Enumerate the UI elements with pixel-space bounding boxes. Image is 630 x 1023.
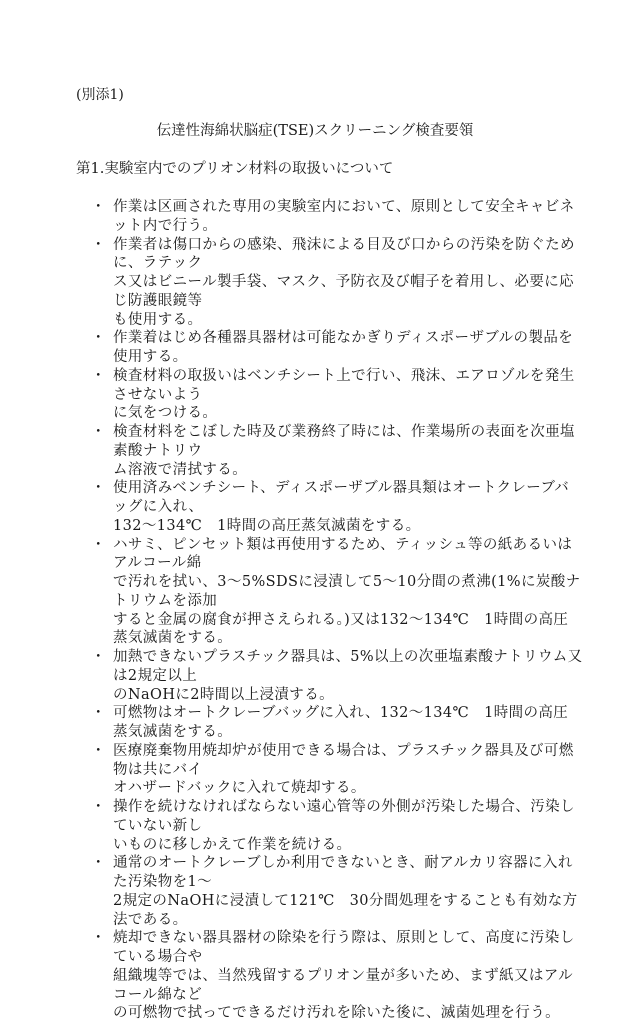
list-item-text-line: ス又はビニール製手袋、マスク、予防衣及び帽子を着用し、必要に応じ防護眼鏡等 <box>113 274 575 309</box>
list-item-text-line: 操作を続けなければならない遠心管等の外側が汚染した場合、汚染していない新し <box>113 799 575 834</box>
list-item-text-line: 検査材料をこぼした時及び業務終了時には、作業場所の表面を次亜塩素酸ナトリウ <box>113 424 575 459</box>
list-item <box>88 423 583 479</box>
list-item-text-line: いものに移しかえて作業を続ける。 <box>113 836 352 853</box>
list-item-text-line: に気をつける。 <box>113 405 218 422</box>
list-item <box>88 479 583 535</box>
bullet-list <box>88 198 583 1023</box>
list-item-text-line: 作業着はじめ各種器具器材は可能なかぎりディスポーザブルの製品を使用する。 <box>113 330 574 365</box>
bullet-icon: ・ <box>91 236 106 253</box>
bullet-icon: ・ <box>91 742 106 759</box>
list-item <box>88 236 583 330</box>
bullet-icon: ・ <box>91 705 106 722</box>
bullet-icon: ・ <box>91 367 106 384</box>
list-item-text-line: で汚れを拭い、3～5%SDSに浸漬して5～10分間の煮沸(1%に炭酸ナトリウムを添加 <box>113 574 581 609</box>
bullet-icon: ・ <box>91 480 106 497</box>
bullet-icon: ・ <box>91 536 106 553</box>
list-item-text-line: 使用済みベンチシート、ディスポーザブル器具類はオートクレーブバッグに入れ、 <box>113 480 570 515</box>
bullet-icon: ・ <box>91 799 106 815</box>
list-item <box>88 854 583 929</box>
list-item-text-line: 検査材料の取扱いはベンチシート上で行い、飛沫、エアロゾルを発生させないよう <box>113 367 575 403</box>
list-item <box>88 198 583 236</box>
list-item-text-line: オハザードバックに入れて焼却する。 <box>113 780 366 797</box>
list-item <box>88 648 583 704</box>
list-item-text-line: すると金属の腐食が押さえられる。)又は132～134℃ 1時間の高圧蒸気滅菌をする。 <box>113 611 569 647</box>
list-item-text-line: 加熱できないプラスチック器具は、5%以上の次亜塩素酸ナトリウム又は2規定以上 <box>113 649 583 684</box>
list-item <box>88 742 583 798</box>
list-item-text-line: も使用する。 <box>113 311 203 328</box>
list-item <box>88 329 583 367</box>
list-item-text-line: 2規定のNaOHに浸漬して121℃ 30分間処理をすることも有効な方法である。 <box>113 892 578 928</box>
bullet-icon: ・ <box>91 855 106 872</box>
list-item-text-line: 作業者は傷口からの感染、飛沫による目及び口からの汚染を防ぐために、ラテック <box>113 236 575 272</box>
list-item-text-line: 焼却できない器具器材の除染を行う際は、原則として、高度に汚染している場合や <box>113 930 575 965</box>
list-item <box>88 704 583 742</box>
list-item-text-line: 可燃物はオートクレーブバッグに入れ、132～134℃ 1時間の高圧蒸気滅菌をする。 <box>113 705 569 740</box>
section-heading: 第1.実験室内でのプリオン材料の取扱いについて <box>76 161 394 177</box>
list-item-text-line: 組織塊等では、当然残留するプリオン量が多いため、まず紙又はアルコール綿など <box>113 967 574 1003</box>
bullet-icon: ・ <box>91 199 106 215</box>
bullet-icon: ・ <box>91 330 106 347</box>
bullet-icon: ・ <box>91 649 106 665</box>
list-item <box>88 536 583 649</box>
list-item <box>88 367 583 423</box>
list-item-text-line: 132～134℃ 1時間の高圧蒸気滅菌をする。 <box>113 517 421 534</box>
list-item-text-line: 作業は区画された専用の実験室内において、原則として安全キャビネット内で行う。 <box>113 199 575 234</box>
list-item-text-line: の可燃物で拭ってできるだけ汚れを除いた後に、滅菌処理を行う。 <box>113 1005 560 1022</box>
list-item-text-line: ム溶液で清拭する。 <box>113 461 248 478</box>
document-title: 伝達性海綿状脳症(TSE)スクリーニング検査要領 <box>156 123 474 139</box>
list-item-text-line: 医療廃棄物用焼却炉が使用できる場合は、プラスチック器具及び可燃物は共にバイ <box>113 742 574 778</box>
list-item <box>88 798 583 854</box>
list-item <box>88 929 583 1023</box>
annex-label: (別添1) <box>76 87 124 103</box>
bullet-icon: ・ <box>91 930 106 947</box>
list-item-text-line: のNaOHに2時間以上浸漬する。 <box>113 686 334 703</box>
bullet-icon: ・ <box>91 424 106 440</box>
list-item-text-line: ハサミ、ピンセット類は再使用するため、ティッシュ等の紙あるいはアルコール綿 <box>113 536 573 572</box>
list-item-text-line: 通常のオートクレーブしか利用できないとき、耐アルカリ容器に入れた汚染物を1～ <box>113 855 573 890</box>
